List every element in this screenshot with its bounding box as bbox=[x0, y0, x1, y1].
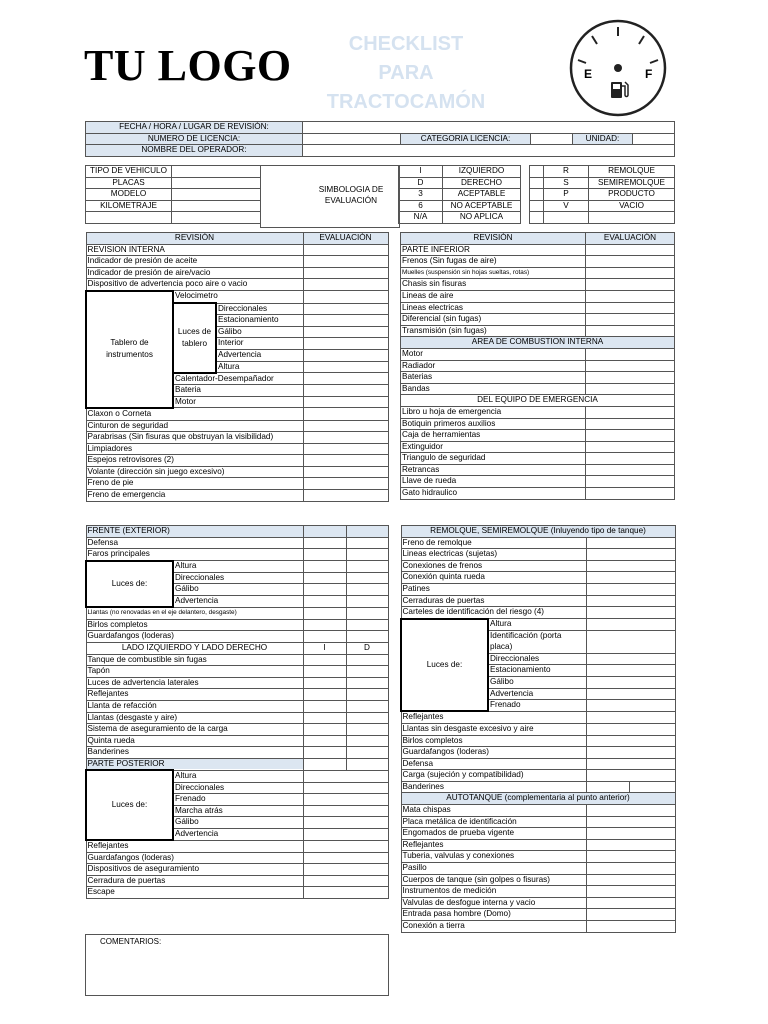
eval-cell[interactable] bbox=[586, 302, 675, 314]
unidad-label: UNIDAD: bbox=[573, 133, 633, 145]
licencia-field[interactable] bbox=[303, 133, 401, 145]
eval-cell[interactable] bbox=[586, 267, 675, 279]
check-item: Volante (dirección sin juego excesivo) bbox=[86, 466, 303, 478]
check-item: Engomados de prueba vigente bbox=[401, 828, 586, 840]
section-title: AUTOTANQUE (complementaria al punto anterior) bbox=[401, 793, 675, 805]
eval-cell[interactable] bbox=[303, 244, 388, 256]
luces-label: Luces de: bbox=[86, 770, 173, 840]
eval-cell[interactable] bbox=[586, 464, 675, 476]
eval-cell[interactable] bbox=[586, 244, 675, 256]
code-value: SEMIREMOLQUE bbox=[589, 177, 675, 189]
section-title: AREA DE COMBUSTION INTERNA bbox=[401, 337, 675, 349]
eval-cell[interactable] bbox=[303, 794, 388, 806]
check-item: Claxon o Corneta bbox=[86, 408, 303, 420]
luces-label: Luces de: bbox=[86, 561, 173, 607]
gauge-full-label: F bbox=[645, 67, 653, 81]
check-item: Guardafangos (loderas) bbox=[86, 631, 303, 643]
check-item: Guardafangos (loderas) bbox=[86, 852, 303, 864]
eval-cell[interactable] bbox=[586, 921, 675, 933]
code-key: I bbox=[399, 166, 443, 178]
check-item: Altura bbox=[173, 561, 303, 573]
eval-cell[interactable] bbox=[346, 712, 388, 724]
eval-cell[interactable] bbox=[346, 666, 388, 678]
check-item: Valvulas de desfogue interna y vacio bbox=[401, 897, 586, 909]
tablero-label: Tablero de instrumentos bbox=[86, 291, 173, 408]
title-line: PARA bbox=[378, 62, 434, 84]
simbologia-label: SIMBOLOGIA DE EVALUACIÓN bbox=[318, 185, 384, 205]
eval-cell[interactable] bbox=[586, 441, 675, 453]
check-item: Gato hidraulico bbox=[401, 488, 586, 500]
eval-cell[interactable] bbox=[346, 700, 388, 712]
vehicle-field-input[interactable] bbox=[172, 166, 261, 178]
eval-cell[interactable] bbox=[303, 349, 388, 361]
gauge-empty-label: E bbox=[584, 67, 593, 81]
eval-cell[interactable] bbox=[346, 619, 388, 631]
check-item: Botiquin primeros auxilios bbox=[401, 418, 586, 430]
code-key: 3 bbox=[399, 189, 443, 201]
check-item: Faros principales bbox=[86, 549, 303, 561]
eval-cell[interactable] bbox=[303, 712, 346, 724]
eval-cell[interactable] bbox=[586, 677, 675, 689]
eval-cell[interactable] bbox=[586, 279, 675, 291]
code-key: N/A bbox=[399, 212, 443, 224]
eval-cell[interactable] bbox=[586, 348, 675, 360]
check-item: Espejos retrovisores (2) bbox=[86, 455, 303, 467]
frente-exterior-table bbox=[85, 525, 389, 899]
unidad-field[interactable] bbox=[633, 133, 675, 145]
eval-cell[interactable] bbox=[586, 583, 675, 595]
eval-cell[interactable] bbox=[586, 711, 675, 723]
check-item: Dispositivo de advertencia poco aire o vacio bbox=[86, 279, 303, 291]
logo-text: TU LOGO bbox=[84, 41, 292, 90]
check-item: Luces de advertencia laterales bbox=[86, 677, 303, 689]
eval-cell[interactable] bbox=[346, 724, 388, 736]
code-value: ACEPTABLE bbox=[443, 189, 521, 201]
check-item: Banderines bbox=[86, 747, 303, 759]
check-item: Carteles de identificación del riesgo (4) bbox=[401, 607, 586, 619]
eval-cell[interactable] bbox=[303, 420, 388, 432]
eval-cell[interactable] bbox=[303, 596, 346, 608]
eval-cell[interactable] bbox=[586, 630, 675, 653]
eval-cell[interactable] bbox=[586, 360, 675, 372]
section-title: REMOLQUE, SEMIREMOLQUE (Inluyendo tipo de tanque) bbox=[401, 526, 675, 538]
eval-cell[interactable] bbox=[346, 549, 388, 561]
check-item: Cinturon de seguridad bbox=[86, 420, 303, 432]
check-item: Gálibo bbox=[216, 326, 303, 338]
check-item: Calentador-Desempañador bbox=[173, 373, 303, 385]
eval-cell[interactable] bbox=[586, 839, 675, 851]
eval-cell[interactable] bbox=[346, 596, 388, 608]
section-title: DEL EQUIPO DE EMERGENCIA bbox=[401, 395, 675, 407]
fecha-label: FECHA / HORA / LUGAR DE REVISIÓN: bbox=[86, 122, 303, 134]
categoria-field[interactable] bbox=[531, 133, 573, 145]
eval-cell[interactable] bbox=[586, 560, 675, 572]
eval-cell[interactable] bbox=[586, 747, 675, 759]
eval-cell[interactable] bbox=[586, 607, 675, 619]
eval-cell[interactable] bbox=[303, 864, 388, 876]
check-item: Triangulo de seguridad bbox=[401, 453, 586, 465]
fuel-gauge-icon bbox=[568, 18, 668, 118]
check-item: Sistema de aseguramiento de la carga bbox=[86, 724, 303, 736]
eval-cell[interactable] bbox=[586, 816, 675, 828]
check-item: Llanta de refacción bbox=[86, 700, 303, 712]
eval-cell[interactable] bbox=[586, 372, 675, 384]
eval-cell[interactable] bbox=[303, 361, 388, 373]
section-title: FRENTE (EXTERIOR) bbox=[86, 526, 303, 538]
check-item: Identificación (porta placa) bbox=[488, 630, 586, 653]
eval-cell[interactable] bbox=[586, 488, 675, 500]
eval-cell[interactable] bbox=[303, 666, 346, 678]
check-item: Reflejantes bbox=[401, 711, 586, 723]
vehicle-field-label: KILOMETRAJE bbox=[86, 200, 172, 212]
eval-cell[interactable] bbox=[303, 338, 388, 350]
section-title: LADO IZQUIERDO Y LADO DERECHO bbox=[86, 642, 303, 654]
parte-inferior-table bbox=[400, 232, 675, 500]
code-value: REMOLQUE bbox=[589, 166, 675, 178]
vehicle-fields-table bbox=[85, 165, 261, 224]
code-value: IZQUIERDO bbox=[443, 166, 521, 178]
eval-cell[interactable] bbox=[586, 897, 675, 909]
eval-cell[interactable] bbox=[586, 325, 675, 337]
eval-cell[interactable] bbox=[303, 887, 388, 899]
vehicle-field-label: TIPO DE VEHICULO bbox=[86, 166, 172, 178]
check-item: Limpiadores bbox=[86, 443, 303, 455]
vehicle-field-input[interactable] bbox=[172, 189, 261, 201]
check-item: Carga (sujeción y compatibilidad) bbox=[401, 770, 586, 782]
check-item: Libro u hoja de emergencia bbox=[401, 406, 586, 418]
eval-cell[interactable] bbox=[586, 665, 675, 677]
eval-cell[interactable] bbox=[303, 584, 346, 596]
check-item: Tapón bbox=[86, 666, 303, 678]
eval-cell[interactable] bbox=[586, 863, 675, 875]
eval-cell[interactable] bbox=[586, 758, 675, 770]
check-item: Entrada pasa hombre (Domo) bbox=[401, 909, 586, 921]
eval-cell[interactable] bbox=[586, 595, 675, 607]
check-item: Altura bbox=[488, 619, 586, 631]
check-item: Lineas de aire bbox=[401, 290, 586, 302]
check-item: Llave de rueda bbox=[401, 476, 586, 488]
check-item: Birlos completos bbox=[86, 619, 303, 631]
eval-cell[interactable] bbox=[303, 735, 346, 747]
check-item: Caja de herramientas bbox=[401, 430, 586, 442]
eval-cell[interactable] bbox=[303, 373, 388, 385]
eval-cell[interactable] bbox=[303, 315, 388, 327]
check-item: Advertencia bbox=[173, 596, 303, 608]
check-item: Chasis sin fisuras bbox=[401, 279, 586, 291]
eval-cell[interactable] bbox=[303, 619, 346, 631]
eval-cell[interactable] bbox=[629, 781, 675, 793]
check-item: Muelles (suspensión sin hojas sueltas, rotas) bbox=[401, 267, 586, 279]
eval-cell[interactable] bbox=[303, 770, 388, 782]
eval-cell[interactable] bbox=[586, 406, 675, 418]
eval-cell[interactable] bbox=[346, 537, 388, 549]
code-key: D bbox=[399, 177, 443, 189]
check-item: Reflejantes bbox=[86, 689, 303, 701]
eval-cell[interactable] bbox=[303, 396, 388, 408]
eval-cell[interactable] bbox=[586, 290, 675, 302]
code-value: PRODUCTO bbox=[589, 189, 675, 201]
vehicle-field-input[interactable] bbox=[172, 177, 261, 189]
check-item: Cerraduras de puertas bbox=[401, 595, 586, 607]
check-item: Altura bbox=[216, 361, 303, 373]
check-item: Gálibo bbox=[173, 584, 303, 596]
code-key: V bbox=[544, 200, 589, 212]
check-item: Cuerpos de tanque (sin golpes o fisuras) bbox=[401, 874, 586, 886]
section-title: PARTE POSTERIOR bbox=[86, 758, 303, 770]
eval-cell[interactable] bbox=[303, 443, 388, 455]
check-item: Conexión quinta rueda bbox=[401, 572, 586, 584]
check-item: Diferencial (sin fugas) bbox=[401, 314, 586, 326]
simbologia-box bbox=[260, 165, 400, 228]
check-item: Parabrisas (Sin fisuras que obstruyan la visibilidad) bbox=[86, 432, 303, 444]
luces-label: Luces de: bbox=[401, 619, 488, 712]
check-item: Motor bbox=[401, 348, 586, 360]
eval-cell[interactable] bbox=[303, 654, 346, 666]
code-key: P bbox=[544, 189, 589, 201]
check-item: Advertencia bbox=[488, 688, 586, 700]
check-item: Freno de emergencia bbox=[86, 490, 303, 502]
eval-cell[interactable] bbox=[303, 326, 388, 338]
check-item: Estacionamiento bbox=[216, 315, 303, 327]
check-item: Reflejantes bbox=[86, 840, 303, 852]
categoria-label: CATEGORIA LICENCIA: bbox=[401, 133, 531, 145]
eval-cell[interactable] bbox=[346, 584, 388, 596]
code-value: VACIO bbox=[589, 200, 675, 212]
eval-cell[interactable] bbox=[303, 607, 346, 619]
eval-cell[interactable] bbox=[303, 549, 346, 561]
check-item: Defensa bbox=[86, 537, 303, 549]
revision-header: REVISIÓN bbox=[86, 233, 303, 245]
eval-cell[interactable] bbox=[303, 291, 388, 303]
code-value: DERECHO bbox=[443, 177, 521, 189]
eval-cell[interactable] bbox=[586, 549, 675, 561]
eval-cell[interactable] bbox=[303, 677, 346, 689]
eval-cell[interactable] bbox=[586, 619, 675, 631]
eval-cell[interactable] bbox=[303, 267, 388, 279]
eval-cell[interactable] bbox=[303, 466, 388, 478]
code-value: NO APLICA bbox=[443, 212, 521, 224]
code-key: S bbox=[544, 177, 589, 189]
operador-field[interactable] bbox=[303, 145, 675, 157]
eval-cell[interactable] bbox=[586, 314, 675, 326]
eval-cell[interactable] bbox=[303, 279, 388, 291]
comments-label: COMENTARIOS: bbox=[100, 937, 162, 946]
eval-cell[interactable] bbox=[303, 875, 388, 887]
section-title: PARTE INFERIOR bbox=[401, 244, 586, 256]
check-item: Placa metálica de identificación bbox=[401, 816, 586, 828]
check-item: Tuberia, valvulas y conexiones bbox=[401, 851, 586, 863]
eval-cell[interactable] bbox=[586, 700, 675, 712]
evaluacion-header: EVALUACIÓN bbox=[586, 233, 675, 245]
check-item: Direccionales bbox=[488, 653, 586, 665]
check-item: Reflejantes bbox=[401, 839, 586, 851]
eval-cell[interactable] bbox=[303, 747, 346, 759]
check-item: Dispositivos de aseguramiento bbox=[86, 864, 303, 876]
eval-cell[interactable] bbox=[303, 408, 388, 420]
eval-cell[interactable] bbox=[586, 723, 675, 735]
eval-cell[interactable] bbox=[303, 700, 346, 712]
eval-cell[interactable] bbox=[303, 478, 388, 490]
eval-cell[interactable] bbox=[303, 817, 388, 829]
code-key: 6 bbox=[399, 200, 443, 212]
lado-d-label: D bbox=[346, 642, 388, 654]
check-item: Extinguidor bbox=[401, 441, 586, 453]
check-item: Velocimetro bbox=[173, 291, 303, 303]
fecha-field[interactable] bbox=[303, 122, 675, 134]
vehicle-field-label: PLACAS bbox=[86, 177, 172, 189]
eval-cell[interactable] bbox=[303, 385, 388, 397]
check-item: Cerradura de puertas bbox=[86, 875, 303, 887]
eval-cell[interactable] bbox=[303, 561, 346, 573]
codes-table-1 bbox=[398, 165, 521, 224]
check-item: Pasillo bbox=[401, 863, 586, 875]
title-line: CHECKLIST bbox=[348, 33, 464, 55]
check-item: Instrumentos de medición bbox=[401, 886, 586, 898]
check-item: Estacionamiento bbox=[488, 665, 586, 677]
code-value: NO ACEPTABLE bbox=[443, 200, 521, 212]
eval-cell[interactable] bbox=[346, 631, 388, 643]
check-item: Banderines bbox=[401, 781, 586, 793]
vehicle-field-label: MODELO bbox=[86, 189, 172, 201]
eval-cell[interactable] bbox=[346, 561, 388, 573]
check-item: Motor bbox=[173, 396, 303, 408]
eval-cell[interactable] bbox=[303, 490, 388, 502]
check-item: Conexiones de frenos bbox=[401, 560, 586, 572]
check-item: Bandas bbox=[401, 383, 586, 395]
eval-cell[interactable] bbox=[586, 851, 675, 863]
eval-cell[interactable] bbox=[586, 770, 675, 782]
eval-cell[interactable] bbox=[586, 256, 675, 268]
check-item: Quinta rueda bbox=[86, 735, 303, 747]
check-item: Gálibo bbox=[488, 677, 586, 689]
eval-cell[interactable] bbox=[303, 455, 388, 467]
check-item: Freno de remolque bbox=[401, 537, 586, 549]
luces-tablero-label: Luces de tablero bbox=[173, 303, 216, 373]
eval-cell[interactable] bbox=[303, 782, 388, 794]
lado-i-label: I bbox=[303, 642, 346, 654]
eval-cell[interactable] bbox=[303, 631, 346, 643]
check-item: Indicador de presión de aire/vacio bbox=[86, 267, 303, 279]
eval-cell[interactable] bbox=[346, 689, 388, 701]
eval-cell[interactable] bbox=[586, 537, 675, 549]
check-item: Direccionales bbox=[173, 782, 303, 794]
eval-cell[interactable] bbox=[586, 805, 675, 817]
eval-cell[interactable] bbox=[586, 383, 675, 395]
eval-cell[interactable] bbox=[346, 735, 388, 747]
check-item: Radiador bbox=[401, 360, 586, 372]
check-item: Altura bbox=[173, 770, 303, 782]
evaluacion-header: EVALUACIÓN bbox=[303, 233, 388, 245]
check-item: Llantas (desgaste y aire) bbox=[86, 712, 303, 724]
revision-header: REVISIÓN bbox=[401, 233, 586, 245]
check-item: Direccionales bbox=[216, 303, 303, 315]
eval-cell[interactable] bbox=[586, 781, 629, 793]
eval-cell[interactable] bbox=[303, 805, 388, 817]
operador-label: NOMBRE DEL OPERADOR: bbox=[86, 145, 303, 157]
eval-cell[interactable] bbox=[586, 874, 675, 886]
code-key: R bbox=[544, 166, 589, 178]
eval-cell[interactable] bbox=[303, 689, 346, 701]
check-item: Llantas (no renovadas en el eje delantero, desgaste) bbox=[86, 607, 303, 619]
check-item: Direccionales bbox=[173, 572, 303, 584]
title-line: TRACTOCAMÓN bbox=[326, 91, 486, 113]
eval-cell[interactable] bbox=[346, 607, 388, 619]
comments-box[interactable] bbox=[85, 934, 389, 996]
eval-cell[interactable] bbox=[303, 828, 388, 840]
check-item: Birlos completos bbox=[401, 735, 586, 747]
check-item: Guardafangos (loderas) bbox=[401, 747, 586, 759]
check-item: Lineas electricas bbox=[401, 302, 586, 314]
eval-cell[interactable] bbox=[303, 840, 388, 852]
check-item: Defensa bbox=[401, 758, 586, 770]
eval-cell[interactable] bbox=[303, 432, 388, 444]
eval-cell[interactable] bbox=[303, 852, 388, 864]
check-item: Lineas electricas (sujetas) bbox=[401, 549, 586, 561]
check-item: Llantas sin desgaste excesivo y aire bbox=[401, 723, 586, 735]
codes-table-2 bbox=[529, 165, 675, 224]
eval-cell[interactable] bbox=[586, 653, 675, 665]
eval-cell[interactable] bbox=[586, 909, 675, 921]
eval-cell[interactable] bbox=[586, 430, 675, 442]
check-item: Frenado bbox=[488, 700, 586, 712]
check-item: Advertencia bbox=[216, 349, 303, 361]
check-item: Frenos (Sin fugas de aire) bbox=[401, 256, 586, 268]
eval-cell[interactable] bbox=[586, 735, 675, 747]
check-item: Interior bbox=[216, 338, 303, 350]
eval-cell[interactable] bbox=[346, 677, 388, 689]
check-item: Freno de pie bbox=[86, 478, 303, 490]
check-item: Gálibo bbox=[173, 817, 303, 829]
licencia-label: NUMERO DE LICENCIA: bbox=[86, 133, 303, 145]
eval-cell[interactable] bbox=[586, 572, 675, 584]
check-item: Retrancas bbox=[401, 464, 586, 476]
eval-cell[interactable] bbox=[346, 654, 388, 666]
eval-cell[interactable] bbox=[586, 418, 675, 430]
check-item: Patines bbox=[401, 583, 586, 595]
eval-cell[interactable] bbox=[586, 828, 675, 840]
check-item: Transmisión (sin fugas) bbox=[401, 325, 586, 337]
check-item: Bateria bbox=[173, 385, 303, 397]
check-item: Marcha atrás bbox=[173, 805, 303, 817]
eval-cell[interactable] bbox=[346, 572, 388, 584]
check-item: Frenado bbox=[173, 794, 303, 806]
eval-cell[interactable] bbox=[346, 747, 388, 759]
eval-cell[interactable] bbox=[303, 537, 346, 549]
check-item: Mata chispas bbox=[401, 805, 586, 817]
vehicle-field-input[interactable] bbox=[172, 200, 261, 212]
section-title: REVISION INTERNA bbox=[86, 244, 303, 256]
check-item: Conexión a tierra bbox=[401, 921, 586, 933]
remolque-table bbox=[400, 525, 676, 933]
eval-cell[interactable] bbox=[586, 476, 675, 488]
license-info-table bbox=[85, 121, 675, 157]
check-item: Escape bbox=[86, 887, 303, 899]
eval-cell[interactable] bbox=[586, 688, 675, 700]
check-item: Tanque de combustible sin fugas bbox=[86, 654, 303, 666]
eval-cell[interactable] bbox=[586, 453, 675, 465]
revision-interna-table bbox=[85, 232, 389, 502]
eval-cell[interactable] bbox=[586, 886, 675, 898]
eval-cell[interactable] bbox=[303, 256, 388, 268]
check-item: Advertencia bbox=[173, 828, 303, 840]
check-item: Indicador de presión de aceite bbox=[86, 256, 303, 268]
eval-cell[interactable] bbox=[303, 724, 346, 736]
eval-cell[interactable] bbox=[303, 572, 346, 584]
page-title bbox=[300, 30, 512, 117]
eval-cell[interactable] bbox=[303, 303, 388, 315]
check-item: Baterias bbox=[401, 372, 586, 384]
